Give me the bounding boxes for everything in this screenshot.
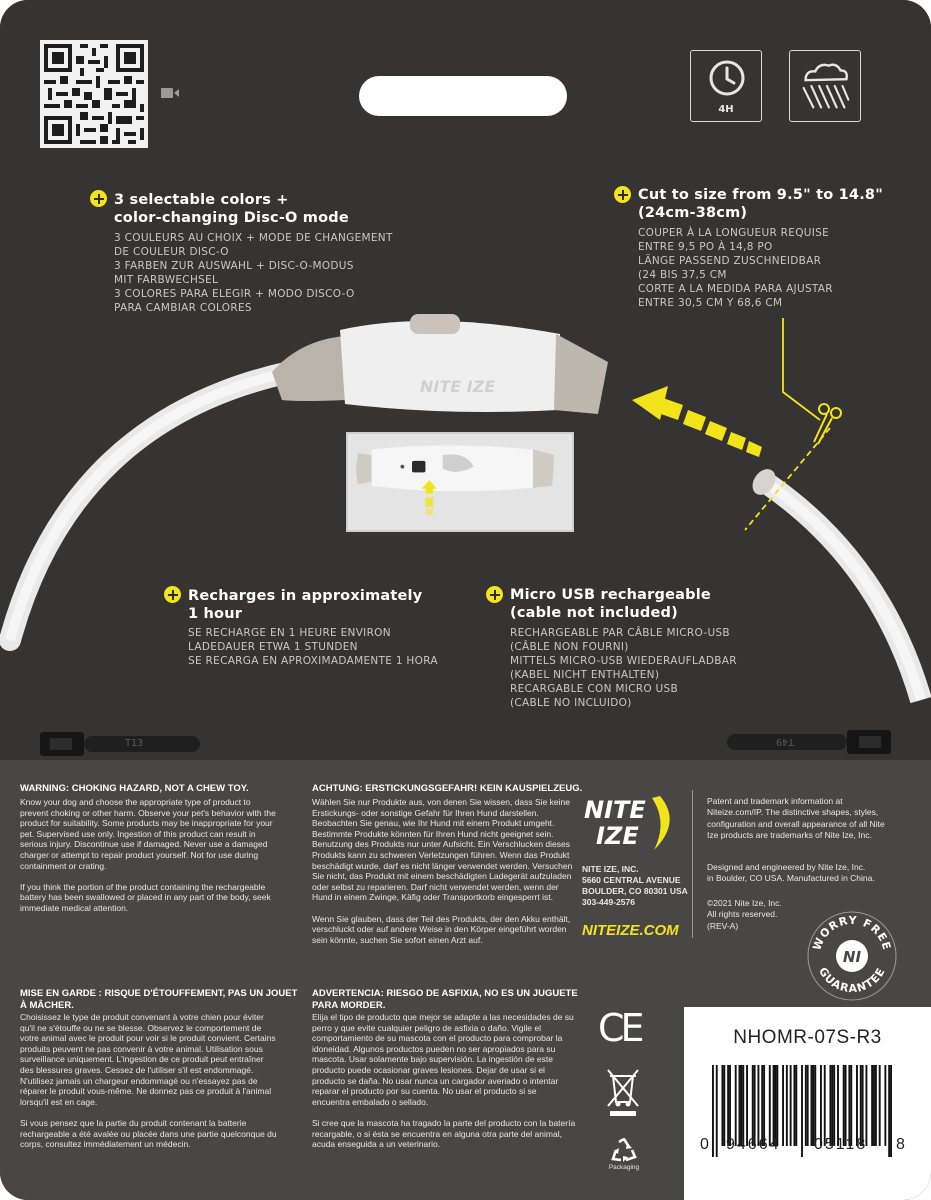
patent-info: Patent and trademark information at Niteize.com/IP. The distinctive shapes, styles, configuration and overall appearance of all Nite Ize products are trademarks of Nite Ize, Inc. [707, 796, 885, 841]
feature-usb-sub: RECHARGEABLE PAR CÂBLE MICRO-USB (CÂBLE NON FOURNI) MITTELS MICRO-USB WIEDERAUFLADBAR (KABEL NICHT ENTHALTEN) RECARGABLE CON MICRO USB (CABLE NO INCLUIDO) [510, 627, 737, 709]
collar-logo-text: NITE IZE [420, 377, 496, 396]
weee-bin-icon [606, 1068, 640, 1118]
svg-text:WORRY FREE: WORRY FREE [810, 913, 894, 953]
website-link[interactable]: NITEIZE.COM [582, 922, 679, 939]
feature-colors-sub: 3 COULEURS AU CHOIX + MODE DE CHANGEMENT DE COULEUR DISC-O 3 FARBEN ZUR AUSWAHL + DISC-O-MODUS MIT FARBWECHSEL 3 COLORES PARA ELEGIR + MODO DISCO-O PARA CAMBIAR COLORES [114, 232, 393, 314]
svg-text:NITE: NITE [584, 796, 646, 824]
packaging-label: Packaging [608, 1164, 640, 1171]
plus-icon [486, 586, 503, 603]
svg-text:GUARANTEE: GUARANTEE [816, 965, 888, 996]
svg-text:IZE: IZE [596, 822, 639, 850]
nite-ize-logo [582, 788, 682, 858]
designed-in: Designed and engineered by Nite Ize, Inc. in Boulder, CO USA. Manufactured in China. [707, 862, 875, 884]
plus-icon [90, 190, 107, 207]
warning-fr-body: Choisissez le type de produit convenant à votre chien pour éviter qu'il ne s'étouffe ou ne se blesse. Observez le comportement de votre animal avec le produit pour voir si le produit convient. Certains produits peuvent ne pas convenir à votre animal. Utilisation sous surveillance uniquement. L'ingestion de ce produit peut entraîner des blessures graves. Cessez de l'utiliser s'il est endommagé. N'utilisez jamais un chargeur endommagé ou n'essayez pas de réparer le produit vous-même. Ne donnez pas ce produit à l'animal lorsqu'il est en cage. Si vous pensez que la partie du produit contenant la batterie rechargeable a été avalée ou placée dans une partie quelconque du corps, consultez immédiatement un médecin. [20, 1012, 277, 1150]
warning-de-heading: ACHTUNG: ERSTICKUNGSGEFAHR! KEIN KAUSPIELZEUG. [312, 783, 583, 794]
barcode-right-digits: 05118 [814, 1136, 868, 1153]
warning-es-heading: ADVERTENCIA: RIESGO DE ASFIXIA, NO ES UN JUGUETE PARA MORDER. [312, 988, 578, 1011]
copyright: ©2021 Nite Ize, Inc. All rights reserved. (REV-A) [707, 898, 782, 931]
recycle-icon [610, 1138, 638, 1164]
feature-usb-title: Micro USB rechargeable (cable not included) [510, 587, 711, 621]
zip-tie-right [727, 728, 891, 756]
zip-tie-right-label: T49 [776, 736, 795, 747]
warning-es-body: Elija el tipo de producto que mejor se adapte a las necesidades de su perro y que evite cualquier peligro de asfixia o daño. Vigile el comportamiento de su mascota con el producto para comprobar la idoneidad. Algunos productos pueden no ser apropiados para su mascota. Usar solamente bajo supervisión. La ingestión de este producto puede ocasionar graves lesiones. Dejar de usar si el producto se daña. No usar nunca un cargador averiado o intentar reparar el producto por su cuenta. No usar el producto si se encuentra embalado o sellado. Si cree que la mascota ha tragado la parte del producto con la batería recargable, o si ésta se encuentra en alguna otra parte del animal, acuda enseguida a un veterinario. [312, 1012, 576, 1150]
scissors-icon [814, 404, 841, 444]
barcode-lead-digit: 0 [700, 1136, 709, 1153]
sku-panel [684, 1007, 931, 1200]
warning-en-heading: WARNING: CHOKING HAZARD, NOT A CHEW TOY. [20, 783, 249, 794]
charging-port-inset [346, 432, 574, 532]
warning-fr-heading: MISE EN GARDE : RISQUE D'ÉTOUFFEMENT, PAS UN JOUET À MÂCHER. [20, 988, 298, 1011]
divider [692, 790, 693, 938]
sku-code: NHOMR-07S-R3 [733, 1027, 882, 1048]
plus-icon [164, 586, 181, 603]
plus-icon [614, 186, 631, 203]
runtime-label: 4H [718, 104, 734, 115]
warning-en-body: Know your dog and choose the appropriate type of product to prevent choking or other harm. Observe your pet's behavior with the product for suitability. Some products may be inappropriate for your pet. Supervised use only. Ingestion of this product can result in serious injury. Discontinue use if damaged. Never use a damaged charger or attempt to repair product yourself. Not for use during containment or crating. If you think the portion of the product containing the rechargeable battery has been swallowed or placed in any part of the body, seek immediate medical attention. [20, 797, 276, 913]
barcode-check-digit: 8 [896, 1136, 905, 1153]
worry-free-guarantee-badge [806, 910, 898, 1002]
feature-colors-title: 3 selectable colors + color-changing Disc-O mode [114, 192, 349, 226]
feature-recharge-title: Recharges in approximately 1 hour [188, 588, 423, 622]
ce-mark: CE [598, 1006, 641, 1050]
feature-recharge-sub: SE RECHARGE EN 1 HEURE ENVIRON LADEDAUER ETWA 1 STUNDEN SE RECARGA EN APROXIMADAMENTE 1 HORA [188, 627, 438, 667]
feature-cut-title: Cut to size from 9.5" to 14.8" (24cm-38cm) [638, 187, 883, 221]
barcode-left-digits: 94664 [726, 1136, 781, 1153]
svg-text:NI: NI [842, 948, 862, 966]
warning-de-body: Wählen Sie nur Produkte aus, von denen Sie wissen, dass Sie keine Erstickungs- oder sonstige Gefahr für Ihren Hund darstellen. Beobachten Sie genau, wie Ihr Hund mit einem Produkt umgeht. Bestimmte Produkte könnten für Ihren Hund nicht geeignet sein. Benutzung des Produkts nur unter Aufsicht. Ein Verschlucken dieses Produkts kann zu schweren Verletzungen führen. Wenn das Produkt beschädigt wurde, darf es nicht länger verwendet werden. Versuchen Sie nicht, das Produkt mit einem beschädigten Ladegerät aufzuladen oder selbst zu reparieren. Darf nicht verwendet werden, wenn der Hund in einem Zwinge, Käfig oder Transportkorb eingesperrt ist. Wenn Sie glauben, dass der Teil des Produkts, der den Akku enthält, verschluckt oder auf andere Weise in den Körper eingeführt worden sein könnte, suchen Sie sofort einen Arzt auf. [312, 797, 573, 945]
company-address: NITE IZE, INC. 5660 CENTRAL AVENUE BOULDER, CO 80301 USA 303-449-2576 [582, 864, 688, 907]
feature-cut-sub: COUPER À LA LONGUEUR REQUISE ENTRE 9,5 PO À 14,8 PO LÄNGE PASSEND ZUSCHNEIDBAR (24 BIS 37,5 CM CORTE A LA MEDIDA PARA AJUSTAR ENTRE 30,5 CM Y 68,6 CM [638, 227, 833, 309]
zip-tie-left [40, 730, 204, 758]
zip-tie-left-label: T13 [125, 738, 144, 749]
